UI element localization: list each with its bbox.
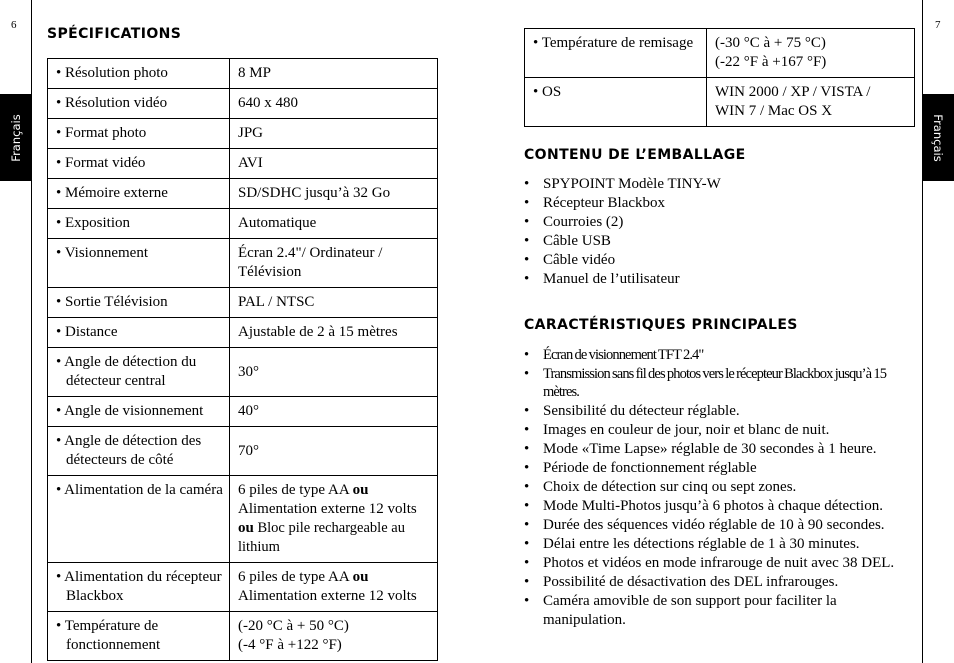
list-item: • Mode Multi-Photos jusqu’à 6 photos à chaque détection.	[524, 497, 883, 514]
spec-value: Ajustable de 2 à 15 mètres	[230, 318, 438, 348]
spec-label: • Résolution photo	[48, 59, 230, 89]
spec-value: JPG	[230, 119, 438, 149]
specifications-heading: SPÉCIFICATIONS	[47, 26, 182, 42]
spec-label: • Température de fonctionnement	[48, 612, 230, 661]
spec-label: • Exposition	[48, 209, 230, 239]
spec-label: • Angle de détection du détecteur central	[48, 348, 230, 397]
list-item: • SPYPOINT Modèle TINY-W	[524, 176, 721, 192]
spec-label: • Format photo	[48, 119, 230, 149]
spec-row	[48, 348, 438, 397]
spec-row-operating-temp	[48, 612, 438, 661]
spec-row-power-camera	[48, 476, 438, 563]
main-features-heading: CARACTÉRISTIQUES PRINCIPALES	[524, 317, 798, 333]
spec-value: WIN 2000 / XP / VISTA / WIN 7 / Mac OS X	[707, 78, 915, 127]
page-number-right: 7	[935, 19, 941, 31]
spec-label: • Résolution vidéo	[48, 89, 230, 119]
spec-row	[48, 89, 438, 119]
list-item: • Câble USB	[524, 233, 611, 249]
list-item: • Écran de visionnement TFT 2.4"	[524, 347, 704, 363]
specifications-table	[47, 58, 438, 661]
spec-label: • Alimentation du récepteur Blackbox	[48, 563, 230, 612]
spec-label: • Angle de visionnement	[48, 397, 230, 427]
language-tab-right	[922, 94, 954, 181]
spec-label: • Angle de détection des détecteurs de côté	[48, 427, 230, 476]
package-contents-list	[524, 175, 914, 289]
specifications-table-continued	[524, 28, 915, 127]
spec-row	[48, 149, 438, 179]
spec-row	[48, 119, 438, 149]
list-item: • Câble vidéo	[524, 252, 616, 268]
list-item: • Mode «Time Lapse» réglable de 30 secondes à 1 heure.	[524, 440, 877, 457]
spec-value: SD/SDHC jusqu’à 32 Go	[230, 179, 438, 209]
spec-value: Automatique	[230, 209, 438, 239]
list-item: • Photos et vidéos en mode infrarouge de nuit avec 38 DEL.	[524, 554, 895, 571]
spec-row	[48, 59, 438, 89]
spec-label: • Distance	[48, 318, 230, 348]
page-number-left: 6	[11, 19, 17, 31]
list-item: • Caméra amovible de son support pour faciliter la manipulation.	[524, 592, 837, 628]
list-item: • Images en couleur de jour, noir et blanc de nuit.	[524, 421, 830, 438]
spec-row-power-receiver	[48, 563, 438, 612]
spec-row	[48, 209, 438, 239]
list-item: • Choix de détection sur cinq ou sept zones.	[524, 478, 797, 495]
spec-row-storage-temp	[525, 29, 915, 78]
spec-label: • Alimentation de la caméra	[48, 476, 230, 563]
spec-label: • Mémoire externe	[48, 179, 230, 209]
spec-row	[48, 397, 438, 427]
spec-row	[48, 179, 438, 209]
spec-label: • OS	[525, 78, 707, 127]
list-item: • Transmission sans fil des photos vers le récepteur Blackbox jusqu’à 15 mètres.	[524, 365, 887, 400]
list-item: • Période de fonctionnement réglable	[524, 459, 757, 476]
spec-value: 8 MP	[230, 59, 438, 89]
list-item: • Possibilité de désactivation des DEL infrarouges.	[524, 573, 839, 590]
list-item: • Délai entre les détections réglable de 1 à 30 minutes.	[524, 535, 860, 552]
list-item: • Courroies (2)	[524, 214, 624, 230]
main-features-list	[524, 346, 914, 630]
spec-value: (-30 °C à + 75 °C) (-22 °F à +167 °F)	[707, 29, 915, 78]
spec-value: 640 x 480	[230, 89, 438, 119]
spec-label: • Format vidéo	[48, 149, 230, 179]
spec-row	[48, 427, 438, 476]
list-item: • Sensibilité du détecteur réglable.	[524, 402, 740, 419]
language-tab-label: Français	[9, 113, 23, 162]
spec-label: • Visionnement	[48, 239, 230, 288]
spec-label: • Température de remisage	[525, 29, 707, 78]
spec-value: 6 piles de type AA ou Alimentation externe 12 volts ou Bloc pile rechargeable au lithium	[230, 476, 438, 563]
spec-row	[48, 288, 438, 318]
list-item: • Durée des séquences vidéo réglable de 10 à 90 secondes.	[524, 516, 885, 533]
spec-value: 6 piles de type AA ou Alimentation externe 12 volts	[230, 563, 438, 612]
list-item: • Manuel de l’utilisateur	[524, 271, 680, 287]
spec-value: PAL / NTSC	[230, 288, 438, 318]
spec-row-os	[525, 78, 915, 127]
spec-value: 70°	[230, 427, 438, 476]
spec-value: 30°	[230, 348, 438, 397]
spec-label: • Sortie Télévision	[48, 288, 230, 318]
list-item: • Récepteur Blackbox	[524, 195, 666, 211]
spec-value: 40°	[230, 397, 438, 427]
spec-value: (-20 °C à + 50 °C) (-4 °F à +122 °F)	[230, 612, 438, 661]
spec-value: AVI	[230, 149, 438, 179]
spec-row	[48, 318, 438, 348]
package-contents-heading: CONTENU DE L’EMBALLAGE	[524, 147, 746, 163]
language-tab-left	[0, 94, 32, 181]
spec-value: Écran 2.4"/ Ordinateur / Télévision	[230, 239, 438, 288]
language-tab-label: Français	[931, 113, 945, 162]
spec-row	[48, 239, 438, 288]
